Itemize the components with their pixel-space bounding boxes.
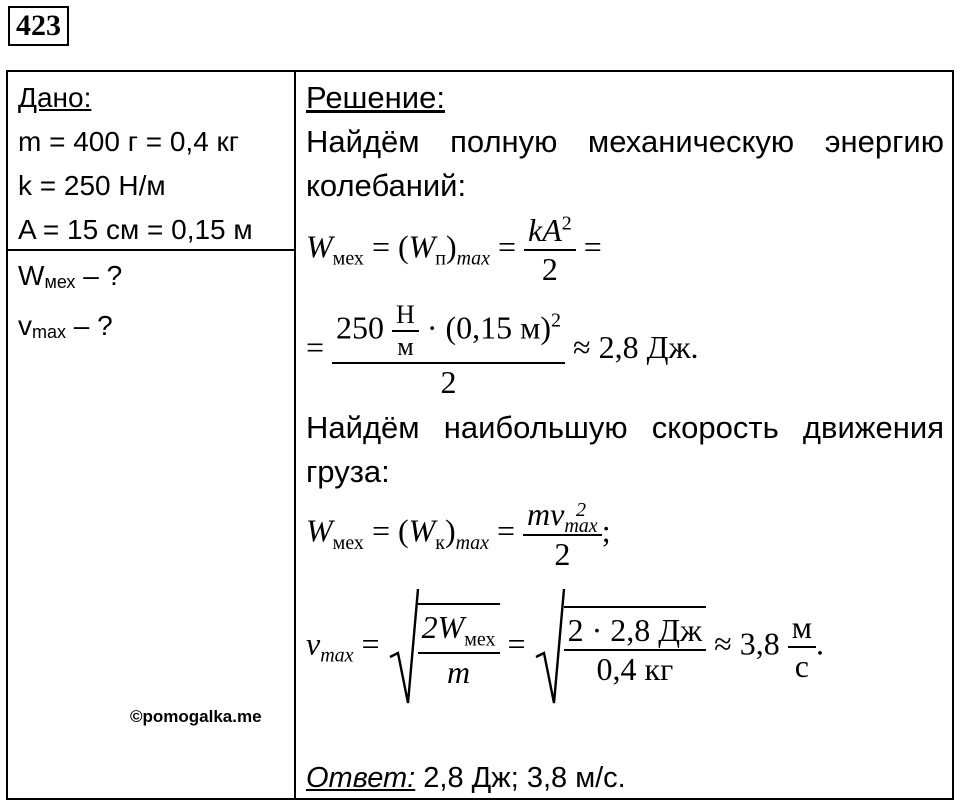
find-velocity	[18, 304, 122, 354]
given-header: Дано:	[18, 82, 92, 113]
f2-bracket: · (0,15 м)	[426, 309, 552, 346]
f4-fraction2	[564, 606, 707, 688]
find-energy	[18, 254, 122, 304]
f1-W2: W	[408, 228, 436, 265]
f3-sq: 2	[576, 498, 587, 521]
f3-mex: мех	[332, 532, 364, 555]
f3-max2: max	[564, 514, 598, 537]
f4-2W: 2W	[421, 609, 465, 646]
answer-text: 2,8 Дж; 3,8 м/с.	[415, 762, 626, 794]
f4-fraction1	[418, 603, 500, 690]
find-velocity-sub: max	[32, 322, 67, 342]
formula-velocity: $v_{max}$ = $\frac{2W_{мех}}{m}$ = $\frac{2 \cdot 2,8 Дж}{0,4 кг}$ ≈ 3,8 $\frac{м}{с}$ .	[306, 587, 824, 707]
find-velocity-symbol: v	[18, 310, 32, 341]
find-energy-sub: мех	[44, 272, 76, 292]
f1-den: 2	[541, 251, 558, 287]
f1-max: max	[456, 247, 490, 270]
f4-unit-s: с	[794, 648, 809, 684]
problem-number: 423	[8, 6, 69, 46]
answer-label: Ответ:	[306, 762, 416, 794]
f2-den: 2	[440, 364, 457, 400]
f2-H: Н	[392, 300, 419, 332]
solution-text-1a: Найдём полную механическую энергию	[306, 124, 944, 159]
f4-mex: мех	[464, 628, 496, 651]
find-energy-question: – ?	[75, 260, 123, 291]
f4-num: 2 · 2,8 Дж	[564, 612, 707, 651]
given-stiffness: k = 250 Н/м	[18, 170, 166, 201]
f2-fraction	[332, 300, 565, 401]
f4-v: v	[306, 625, 321, 662]
f4-m: m	[446, 653, 471, 690]
f1-sq: 2	[561, 212, 572, 235]
f4-result: ≈ 3,8	[714, 625, 780, 662]
f3-W: W	[306, 512, 333, 549]
watermark: ©pomogalka.me	[130, 707, 262, 726]
f1-p: п	[435, 247, 446, 270]
f4-unit	[788, 609, 816, 685]
formula-energy: $W_{мех} = (W_п)_{max}$ = $\frac{kA^2}{2}$ =	[306, 212, 602, 287]
f3-W2: W	[408, 512, 436, 549]
f2-unit	[392, 300, 419, 362]
f1-W: W	[306, 228, 333, 265]
f4-unit-m: м	[788, 609, 816, 648]
f3-max: max	[455, 532, 489, 555]
f4-max: max	[320, 644, 354, 667]
f1-fraction	[524, 212, 576, 288]
f3-mv: mv	[527, 496, 565, 532]
formula-energy-value: = 250 $\frac{Н}{м}$ · (0,15 м)$^2$ 2 ≈ 2,8 Дж.	[306, 300, 699, 400]
f4-den: 0,4 кг	[596, 651, 674, 687]
f2-sq: 2	[551, 309, 562, 332]
given-block	[18, 76, 253, 252]
solution-table	[6, 70, 954, 800]
formula-kinetic: $W_{мех} = (W_к)_{max}$ = mv 2 max 2 ;	[306, 496, 611, 572]
f2-m: м	[397, 332, 414, 361]
solution-text-2a: Найдём наибольшую скорость движения	[306, 410, 944, 445]
find-velocity-question: – ?	[66, 310, 113, 341]
f1-kA: kA	[528, 212, 562, 248]
sqrt-icon	[388, 587, 420, 707]
solution-text-1b: колебаний:	[306, 168, 467, 203]
answer-line	[306, 762, 626, 795]
f2-250: 250	[336, 309, 385, 346]
find-energy-symbol: W	[18, 260, 45, 291]
f3-k: к	[435, 532, 446, 555]
find-block	[18, 254, 122, 354]
f1-mex: мех	[332, 247, 364, 270]
solution-header: Решение:	[306, 80, 445, 115]
f3-fraction	[523, 496, 602, 573]
given-amplitude: A = 15 см = 0,15 м	[18, 214, 253, 245]
sqrt-icon-2	[534, 587, 566, 707]
column-divider	[294, 72, 296, 798]
solution-text-2b: груза:	[306, 454, 390, 489]
f3-den: 2	[554, 535, 571, 572]
given-mass: m = 400 г = 0,4 кг	[18, 126, 240, 157]
f2-result: ≈ 2,8 Дж.	[573, 328, 699, 365]
